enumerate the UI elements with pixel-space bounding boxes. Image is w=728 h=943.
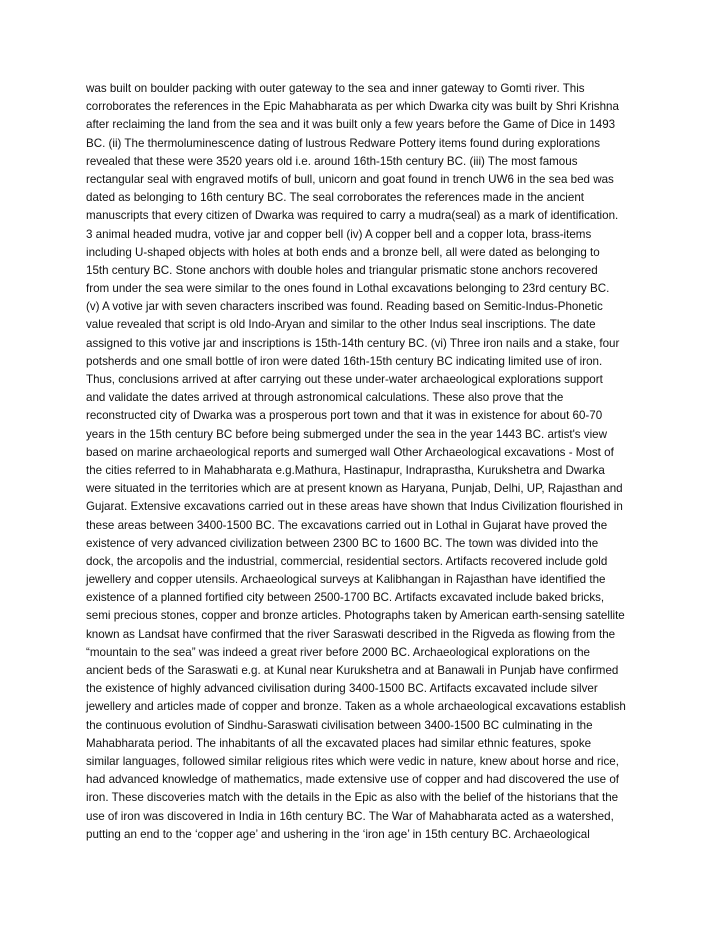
text-line: putting an end to the ‘copper age’ and ushering in the ‘iron age’ in 15th century BC. Archaeological: [86, 827, 590, 841]
text-line: 3 animal headed mudra, votive jar and copper bell (iv) A copper bell and a copper lota, brass-items: [86, 227, 592, 241]
text-line: revealed that these were 3520 years old i.e. around 16th-15th century BC. (iii) The most famous: [86, 154, 578, 168]
text-line: known as Landsat have confirmed that the river Saraswati described in the Rigveda as flowing from the: [86, 627, 616, 641]
text-line: had advanced knowledge of mathematics, made extensive use of copper and had discovered the use of: [86, 773, 620, 787]
text-line: the continuous evolution of Sindhu-Saraswati civilisation between 3400-1500 BC culminating in the: [86, 718, 593, 732]
text-line: existence of very advanced civilization between 2300 BC to 1600 BC. The town was divided into the: [86, 536, 599, 550]
text-line: semi precious stones, copper and bronze articles. Photographs taken by American earth-sensing satellite: [86, 609, 625, 623]
text-line: similar languages, followed similar religious rites which were vedic in nature, knew about horse and rice,: [86, 754, 619, 768]
text-line: use of iron was discovered in India in 16th century BC. The War of Mahabharata acted as a watershed,: [86, 809, 614, 823]
text-line: assigned to this votive jar and inscriptions is 15th-14th century BC. (vi) Three iron nails and a stake, four: [86, 336, 620, 350]
text-line: these areas between 3400-1500 BC. The excavations carried out in Lothal in Gujarat have proved the: [86, 518, 608, 532]
text-line: based on marine archaeological reports and sumerged wall Other Archaeological excavations - Most of: [86, 445, 614, 459]
text-line: manuscripts that every citizen of Dwarka was required to carry a mudra(seal) as a mark of identification.: [86, 209, 619, 223]
text-line: existence of a planned fortified city between 2500-1700 BC. Artifacts excavated include baked bricks,: [86, 591, 605, 605]
text-line: were situated in the territories which are at present known as Haryana, Punjab, Delhi, UP, Rajasthan and: [86, 482, 623, 496]
text-line: from under the sea were similar to the ones found in Lothal excavations belonging to 23rd century BC.: [86, 282, 610, 296]
text-line: potsherds and one small bottle of iron were dated 16th-15th century BC indicating limited use of iron.: [86, 354, 603, 368]
text-line: and validate the dates arrived at through astronomical calculations. These also prove that the: [86, 391, 564, 405]
text-line: jewellery and copper utensils. Archaeological surveys at Kalibhangan in Rajasthan have identified the: [86, 573, 606, 587]
body-text: [86, 80, 686, 844]
text-line: dock, the arcopolis and the industrial, commercial, residential sectors. Artifacts recovered include gold: [86, 554, 608, 568]
text-line: iron. These discoveries match with the details in the Epic as also with the belief of the historians that the: [86, 791, 619, 805]
text-line: ancient beds of the Saraswati e.g. at Kunal near Kurukshetra and at Banawali in Punjab have confirmed: [86, 664, 619, 677]
text-line: Thus, conclusions arrived at after carrying out these under-water archaeological explorations support: [86, 373, 603, 386]
text-line: “mountain to the sea” was indeed a great river before 2000 BC. Archaeological explorations on the: [86, 645, 590, 659]
text-line: after reclaiming the land from the sea and it was built only a few years before the Game of Dice in 1493: [86, 118, 616, 132]
text-line: years in the 15th century BC before being submerged under the sea in the year 1443 BC. artist's view: [86, 427, 608, 441]
text-line: reconstructed city of Dwarka was a prosperous port town and that it was in existence for about 60-70: [86, 409, 603, 423]
text-line: was built on boulder packing with outer gateway to the sea and inner gateway to Gomti river. This: [86, 82, 585, 95]
text-line: value revealed that script is old Indo-Aryan and similar to the other Indus seal inscriptions. The date: [86, 318, 596, 332]
text-line: the cities referred to in Mahabharata e.g.Mathura, Hastinapur, Indraprastha, Kurukshetra and Dwarka: [86, 463, 605, 477]
text-line: Gujarat. Extensive excavations carried out in these areas have shown that Indus Civilization flourished in: [86, 500, 623, 514]
text-line: jewellery and articles made of copper and bronze. Taken as a whole archaeological excavations establish: [86, 700, 626, 714]
text-line: BC. (ii) The thermoluminescence dating of lustrous Redware Pottery items found during explorations: [86, 136, 601, 150]
text-line: corroborates the references in the Epic Mahabharata as per which Dwarka city was built by Shri Krishna: [86, 100, 619, 114]
text-line: rectangular seal with engraved motifs of bull, unicorn and goat found in trench UW6 in the sea bed was: [86, 172, 614, 186]
text-line: including U-shaped objects with holes at both ends and a bronze bell, all were dated as belonging to: [86, 245, 600, 259]
text-line: dated as belonging to 16th century BC. The seal corroborates the references made in the ancient: [86, 191, 584, 205]
text-line: the existence of highly advanced civilisation during 3400-1500 BC. Artifacts excavated include silver: [86, 682, 598, 696]
text-line: (v) A votive jar with seven characters inscribed was found. Reading based on Semitic-Indus-Phonetic: [86, 300, 603, 314]
text-line: Mahabharata period. The inhabitants of all the excavated places had similar ethnic features, spoke: [86, 736, 592, 750]
text-line: 15th century BC. Stone anchors with double holes and triangular prismatic stone anchors recovered: [86, 263, 598, 277]
